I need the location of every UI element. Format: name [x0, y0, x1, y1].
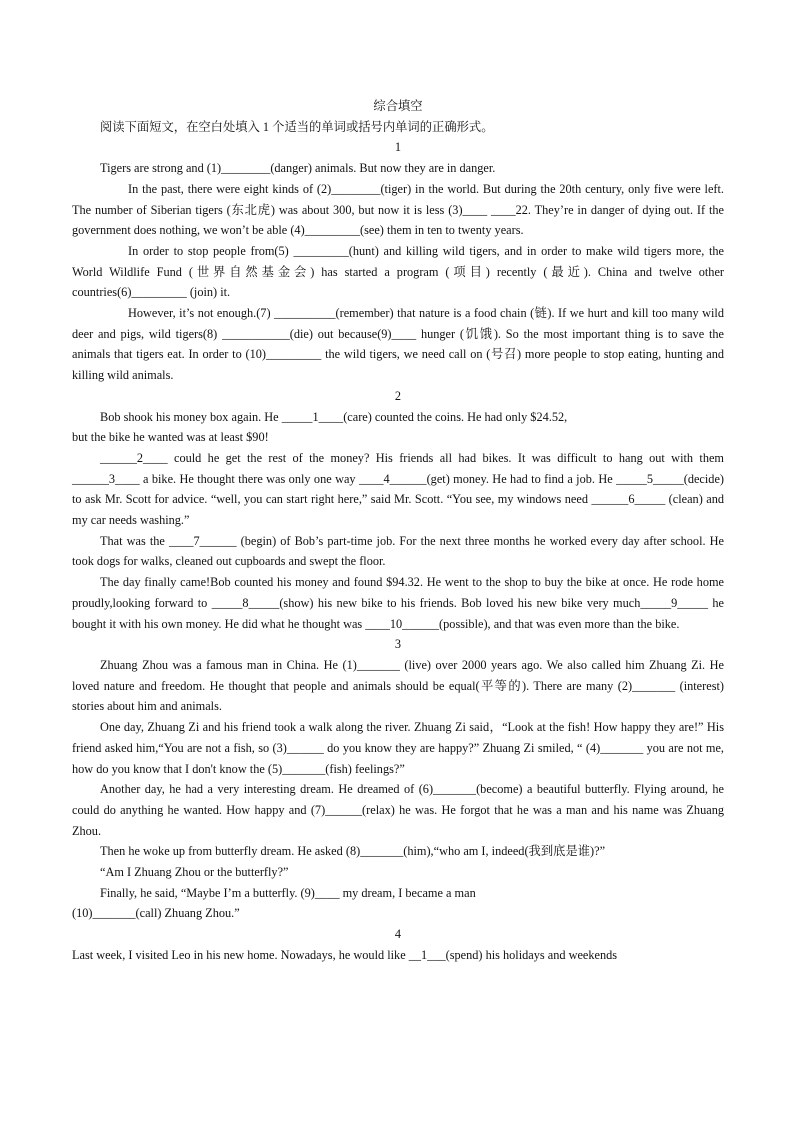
section-number: 3 [394, 637, 402, 652]
paragraph: One day, Zhuang Zi and his friend took a walk along the river. Zhuang Zi said，“Look at the fish! How happy they are!” His friend asked him,“You are not a fish, so (3)______ do you know they are happy?” Zhuang Zi smiled, “ (4)_______ you are not me, how do you know that I don't know the (5)_______(fish) feelings?” [72, 720, 724, 776]
paragraph: Another day, he had a very interesting dream. He dreamed of (6)_______(become) a beautiful butterfly. Flying around, he could do anything he wanted. How happy and (7)______(relax) he was. He forgot that he was a man and his name was Zhuang Zhou. [72, 782, 724, 838]
paragraph: That was the ____7______ (begin) of Bob’s part-time job. For the next three months he worked every day after school. He took dogs for walks, cleaned out cupboards and swept the floor. [72, 533, 724, 569]
paragraph: Tigers are strong and (1)________(danger) animals. But now they are in danger. [100, 161, 496, 176]
page-title: 综合填空 [373, 99, 423, 113]
paragraph: (10)_______(call) Zhuang Zhou.” [72, 906, 240, 921]
paragraph: “Am I Zhuang Zhou or the butterfly?” [100, 865, 289, 880]
section-number: 2 [394, 388, 402, 403]
paragraph: Then he woke up from butterfly dream. He asked (8)_______(him),“who am I, indeed(我到底是谁)?” [100, 844, 606, 859]
paragraph: Last week, I visited Leo in his new home. Nowadays, he would like __1___(spend) his holidays and weekends [72, 947, 618, 962]
paragraph: but the bike he wanted was at least $90! [72, 430, 269, 445]
document-page [72, 96, 724, 966]
paragraph: In the past, there were eight kinds of (2)________(tiger) in the world. But during the 20th century, only five were left. The number of Siberian tigers (东北虎) was about 300, but now it is less (3)____ ____22. They’re in danger of dying out. If the government does nothing, we won’t be able (4)_________(see) them in ten to twenty years. [72, 181, 724, 238]
paragraph: The day finally came!Bob counted his money and found $94.32. He went to the shop to buy the bike at once. He rode home proudly,looking forward to _____8_____(show) his new bike to his friends. Bob loved his new bike very much_____9_____ he bought it with his own money. He did what he thought was ____10______(possible), and that was even more than the bike. [72, 575, 724, 631]
instruction: 阅读下面短文，在空白处填入 1 个适当的单词或括号内单词的正确形式。 [100, 119, 494, 134]
paragraph: Bob shook his money box again. He _____1____(care) counted the coins. He had only $24.52, [100, 409, 568, 424]
paragraph: Zhuang Zhou was a famous man in China. He (1)_______ (live) over 2000 years ago. We also called him Zhuang Zi. He loved nature and freedom. He thought that people and animals should be equal(平等的). There are many (2)_______ (interest) stories about him and animals. [72, 657, 724, 714]
paragraph: However, it’s not enough.(7) __________(remember) that nature is a food chain (链). If we hurt and kill too many wild deer and pigs, wild tigers(8) ___________(die) out because(9)____ hunger (饥饿). So the most important thing is to save the animals that tigers eat. In order to (10)_________ the wild tigers, we need call on (号召) more people to stop eating, hunting and killing wild animals. [72, 306, 724, 383]
paragraph: Finally, he said, “Maybe I’m a butterfly. (9)____ my dream, I became a man [100, 885, 476, 900]
section-number: 4 [394, 927, 402, 942]
section-number: 1 [394, 140, 402, 155]
paragraph: In order to stop people from(5) _________(hunt) and killing wild tigers, and in order to make wild tigers more, the World Wildlife Fund (世界自然基金会) has started a program (项目) recently (最近). China and twelve other countries(6)_________ (join) it. [72, 243, 724, 300]
paragraph: ______2____ could he get the rest of the money? His friends all had bikes. It was difficult to hang out with them ______3____ a bike. He thought there was only one way ____4______(get) money. He had to find a job. He _____5_____(decide) to ask Mr. Scott for advice. “well, you can start right here,” said Mr. Scott. “You see, my windows need ______6_____ (clean) and my car needs washing.” [72, 450, 724, 528]
